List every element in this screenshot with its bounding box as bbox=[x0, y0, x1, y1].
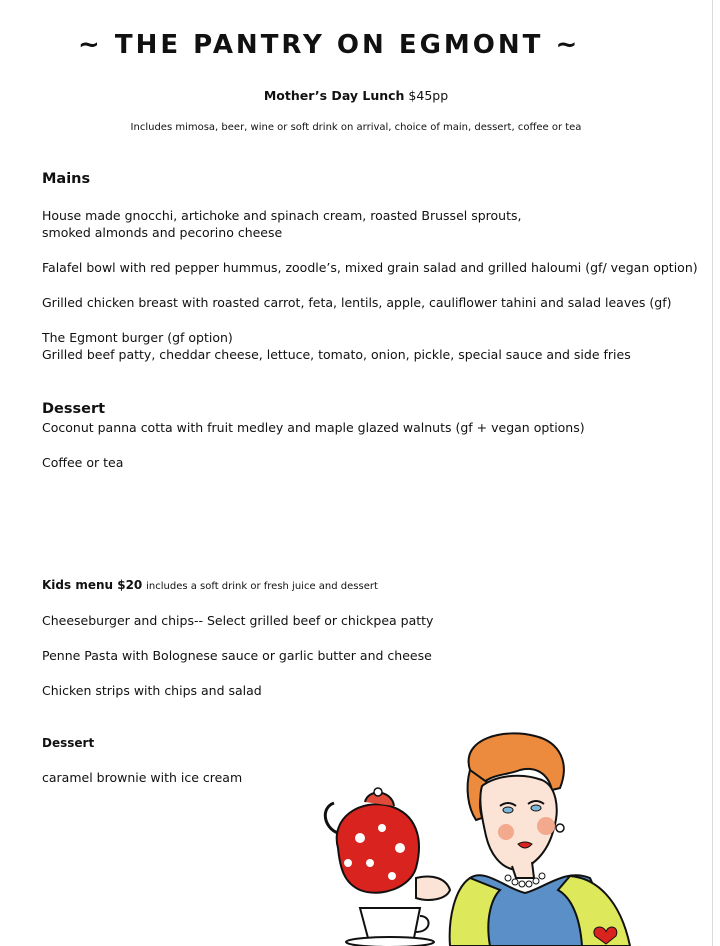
includes-note: Includes mimosa, beer, wine or soft drink on arrival, choice of main, dessert, coffee or tea bbox=[130, 122, 582, 133]
kids-item-chicken-strips: Chicken strips with chips and salad bbox=[42, 683, 262, 698]
main-item-burger-title: The Egmont burger (gf option) bbox=[42, 330, 233, 345]
main-item-gnocchi-line2: smoked almonds and pecorino cheese bbox=[42, 225, 283, 240]
kids-item-cheeseburger: Cheeseburger and chips-- Select grilled beef or chickpea patty bbox=[42, 613, 434, 628]
kids-menu-title: Kids menu $20 bbox=[42, 578, 143, 592]
dessert-heading: Dessert bbox=[42, 401, 106, 417]
woman-pouring-tea-illustration bbox=[320, 728, 712, 946]
main-item-gnocchi-line1: House made gnocchi, artichoke and spinach cream, roasted Brussel sprouts, bbox=[42, 208, 522, 223]
mains-heading: Mains bbox=[42, 171, 91, 187]
kids-dessert-item: caramel brownie with ice cream bbox=[42, 770, 243, 785]
page-edge bbox=[712, 0, 713, 946]
main-item-burger-desc: Grilled beef patty, cheddar cheese, lettuce, tomato, onion, pickle, special sauce and side fries bbox=[42, 347, 631, 362]
event-name: Mother’s Day Lunch bbox=[263, 88, 405, 103]
restaurant-title: ~ THE PANTRY ON EGMONT ~ bbox=[78, 30, 581, 60]
event-subtitle bbox=[0, 88, 712, 103]
main-item-falafel: Falafel bowl with red pepper hummus, zoodle’s, mixed grain salad and grilled haloumi (gf/ vegan option) bbox=[42, 260, 698, 275]
dessert-item-panna-cotta: Coconut panna cotta with fruit medley and maple glazed walnuts (gf + vegan options) bbox=[42, 420, 585, 435]
kids-menu-note: includes a soft drink or fresh juice and dessert bbox=[146, 581, 378, 592]
kids-dessert-heading: Dessert bbox=[42, 736, 95, 750]
kids-menu-heading bbox=[42, 578, 378, 592]
dessert-item-coffee: Coffee or tea bbox=[42, 455, 124, 470]
main-item-chicken: Grilled chicken breast with roasted carrot, feta, lentils, apple, cauliflower tahini and salad leaves (gf) bbox=[42, 295, 672, 310]
kids-item-pasta: Penne Pasta with Bolognese sauce or garlic butter and cheese bbox=[42, 648, 432, 663]
event-price: $45pp bbox=[408, 88, 449, 103]
